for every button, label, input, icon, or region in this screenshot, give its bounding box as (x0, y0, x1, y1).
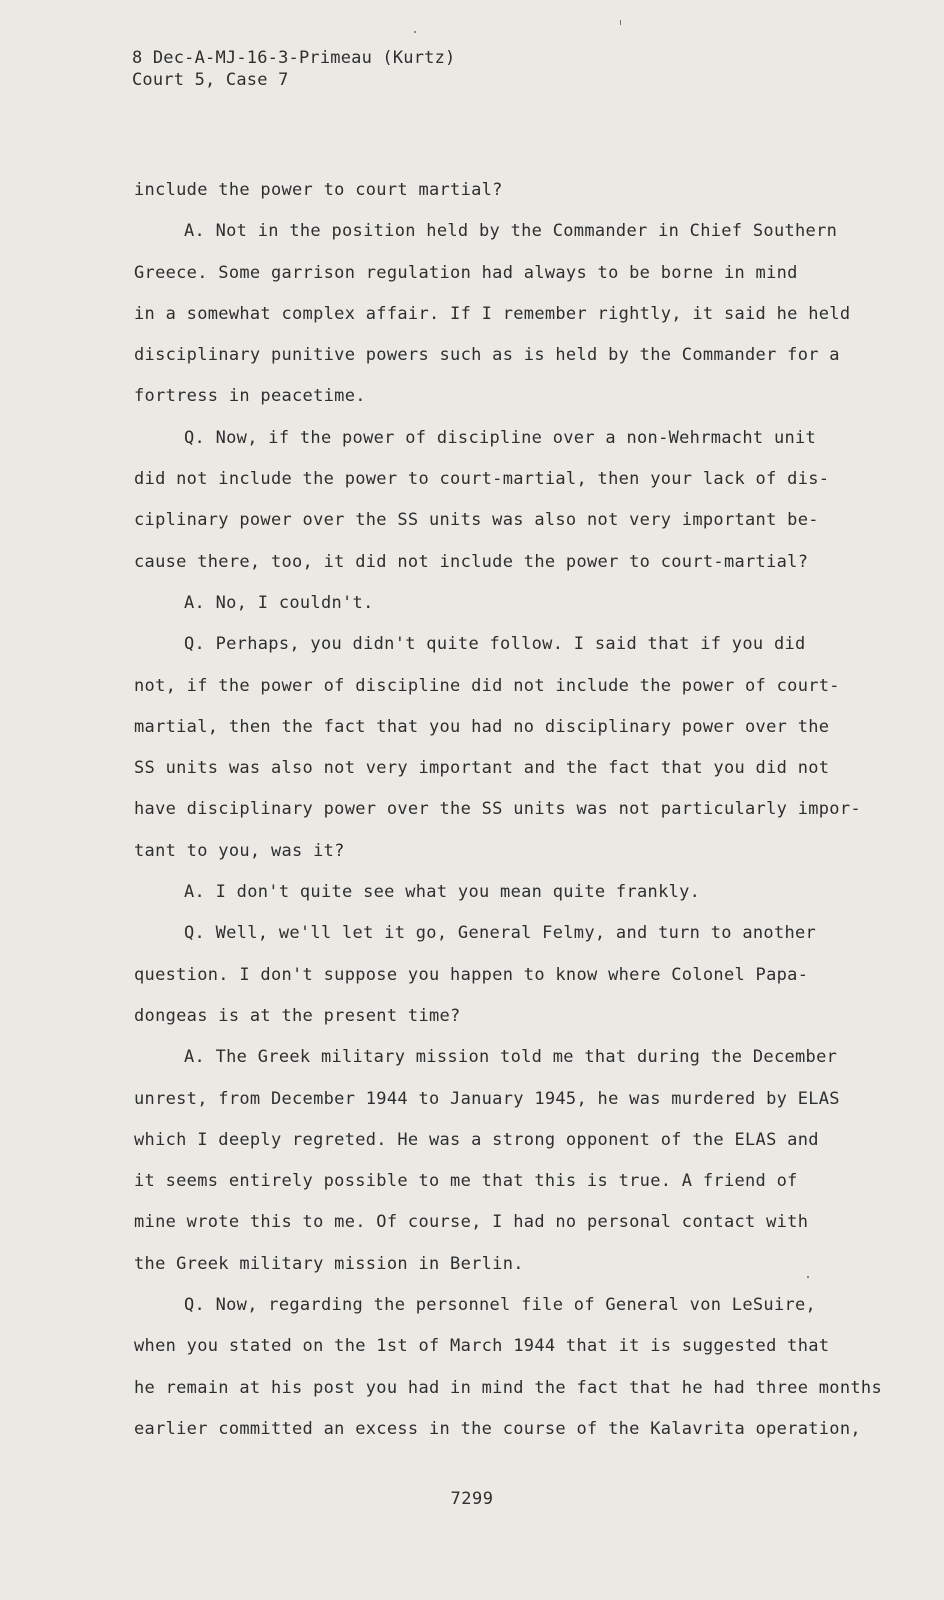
transcript-line: not, if the power of discipline did not include the power of court- (134, 675, 840, 696)
transcript-line: Q. Well, we'll let it go, General Felmy, and turn to another (184, 923, 817, 944)
transcript-line: when you stated on the 1st of March 1944 that it is suggested that (134, 1336, 830, 1357)
transcript-line: A. The Greek military mission told me that during the December (184, 1047, 838, 1068)
transcript-line: mine wrote this to me. Of course, I had no personal contact with (134, 1212, 809, 1233)
transcript-line: fortress in peacetime. (134, 386, 366, 407)
transcript-line: disciplinary punitive powers such as is held by the Commander for a (134, 345, 840, 366)
transcript-line: have disciplinary power over the SS units was not particularly impor- (134, 799, 861, 820)
header-case-reference: 8 Dec-A-MJ-16-3-Primeau (Kurtz) (132, 48, 456, 68)
transcript-line: in a somewhat complex affair. If I remember rightly, it said he held (134, 303, 851, 324)
transcript-line: Q. Perhaps, you didn't quite follow. I said that if you did (184, 634, 806, 655)
transcript-line: SS units was also not very important and the fact that you did not (134, 758, 830, 779)
transcript-line: he remain at his post you had in mind the fact that he had three months (134, 1377, 882, 1398)
transcript-line: did not include the power to court-martial, then your lack of dis- (134, 469, 830, 490)
transcript-line: ciplinary power over the SS units was also not very important be- (134, 510, 819, 531)
transcript-line: cause there, too, it did not include the power to court-martial? (134, 551, 809, 572)
header-court-case: Court 5, Case 7 (132, 70, 289, 90)
paper-speck (414, 31, 416, 33)
transcript-line: the Greek military mission in Berlin. (134, 1253, 524, 1274)
transcript-line: A. Not in the position held by the Commander in Chief Southern (184, 221, 838, 242)
page-number: 7299 (450, 1489, 494, 1509)
transcript-line: martial, then the fact that you had no disciplinary power over the (134, 716, 830, 737)
transcript-line: which I deeply regreted. He was a strong opponent of the ELAS and (134, 1129, 819, 1150)
transcript-line: it seems entirely possible to me that this is true. A friend of (134, 1171, 798, 1192)
transcript-line: dongeas is at the present time? (134, 1005, 461, 1026)
document-header (132, 47, 455, 91)
paper-speck (807, 1276, 809, 1278)
transcript-line: A. I don't quite see what you mean quite frankly. (184, 882, 701, 903)
transcript-line: earlier committed an excess in the course of the Kalavrita operation, (134, 1418, 861, 1439)
transcript-line: Q. Now, if the power of discipline over a non-Wehrmacht unit (184, 427, 817, 448)
transcript-line: question. I don't suppose you happen to know where Colonel Papa- (134, 964, 809, 985)
transcript-line: include the power to court martial? (134, 180, 503, 200)
transcript-body (134, 170, 882, 1450)
transcript-line: Greece. Some garrison regulation had always to be borne in mind (134, 262, 798, 283)
transcript-line: Q. Now, regarding the personnel file of General von LeSuire, (184, 1295, 817, 1316)
paper-speck (620, 20, 621, 25)
transcript-line: unrest, from December 1944 to January 1945, he was murdered by ELAS (134, 1088, 840, 1109)
transcript-line: tant to you, was it? (134, 840, 345, 861)
transcript-line: A. No, I couldn't. (184, 592, 374, 613)
